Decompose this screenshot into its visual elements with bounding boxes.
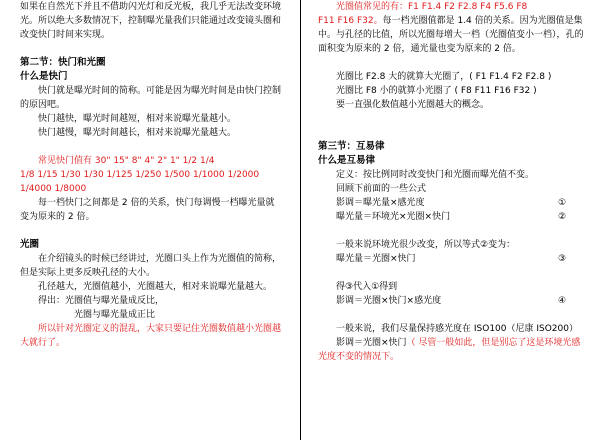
- column-divider: [300, 0, 301, 440]
- formula-4: [318, 294, 584, 308]
- aperture-title: 光圈: [20, 239, 40, 250]
- aperture-values-paragraph: [318, 14, 584, 56]
- conclusion-line-1: 得出：光圈值与曝光量成反比，: [38, 296, 165, 306]
- reciprocity-question: 什么是互易律: [318, 155, 376, 166]
- small-aperture-line: 光圈比 F8 小的就算小光圈了 ( F8 F11 F16 F32 ): [336, 86, 537, 96]
- shutter-values-line-3: 1/4000 1/8000: [20, 184, 87, 194]
- shutter-values-line-1: 常见快门值有 30" 15" 8" 4" 2" 1" 1/2 1/4: [38, 156, 215, 166]
- shutter-values-line-2: 1/8 1/15 1/30 1/30 1/125 1/250 1/500 1/1000 1/2000: [20, 170, 260, 180]
- substitute-line: 得③代入①得到: [336, 282, 398, 292]
- formula-3: [318, 252, 584, 266]
- formula-1-number: ①: [558, 198, 567, 208]
- iso-note: 一般来说，我们尽量保持感光度在 ISO100（尼康 ISO200）: [336, 324, 578, 334]
- big-aperture-line: 光圈比 F2.8 大的就算大光圈了，( F1 F1.4 F2 F2.8 ): [336, 72, 552, 82]
- formula-1: [318, 196, 584, 210]
- formula-2: [318, 210, 584, 224]
- formula-3-text: 曝光量＝光圈×快门: [336, 254, 416, 264]
- aperture-values-line-1: 光圈值常见的有：F1 F1.4 F2 F2.8 F4 F5.6 F8: [336, 2, 528, 12]
- aperture-values-explanation: 每一档光圈值都是 1.4 倍的关系。因为光圈值是集中。与孔径的比值，所以光圈每增大一档（光圈值变小一档），孔的面积变为原来的 2 倍，通光量也变为原来的 2 倍。: [318, 16, 584, 54]
- formula-3-number: ③: [558, 254, 567, 264]
- recall-line: 回顾下前面的一些公式: [336, 184, 427, 194]
- intro-paragraph: 如果在自然光下并且不借助闪光灯和反光板，我几乎无法改变环境光。所以绝大多数情况下，控制曝光量我们只能通过改变镜头圈和改变快门时间来实现。: [20, 2, 282, 40]
- right-column: [318, 0, 584, 364]
- emphasis-line: 要一直强化数值越小光圈越大的概念。: [336, 100, 490, 110]
- shutter-step-note: 每一档快门之间都是 2 倍的关系，快门每调慢一档曝光量就变为原来的 2 倍。: [20, 198, 275, 222]
- aperture-big-line: 孔径越大，光圈值越小，光圈越大，相对来说曝光量越大。: [38, 282, 273, 292]
- section-3-title: 第三节：互易律: [318, 141, 385, 152]
- final-red-note: （ 尽管一般如此，但是别忘了这是环境光感光度不变的情况下。: [318, 338, 581, 362]
- formula-2-number: ②: [558, 212, 567, 222]
- formula-4-text: 影调＝光圈×快门×感光度: [336, 296, 442, 306]
- formula-4-number: ④: [558, 296, 567, 306]
- aperture-intro: 在介绍镜头的时候已经讲过，光圈口头上作为光圈值的简称，但是实际上更多反映孔径的大小。: [20, 254, 282, 278]
- left-column: [20, 0, 282, 350]
- formula-2-text: 曝光量＝环境光×光圈×快门: [336, 212, 451, 222]
- aperture-values-line-2: F11 F16 F32。: [318, 16, 383, 26]
- section-2-title: 第二节：快门和光圈: [20, 57, 106, 68]
- final-formula-text: 影调＝光圈×快门: [336, 338, 407, 348]
- shutter-fast-line: 快门越快，曝光时间越短，相对来说曝光量越小。: [38, 114, 237, 124]
- aperture-red-note: 所以针对光圈定义的混乱，大家只要记住光圈数值越小光圈越大就行了。: [20, 324, 282, 348]
- shutter-slow-line: 快门越慢，曝光时间越长，相对来说曝光量越大。: [38, 128, 237, 138]
- conclusion-line-2: 光圈与曝光量成正比: [74, 310, 156, 320]
- shutter-definition: 快门就是曝光时间的简称。可能是因为曝光时间是由快门控制的原因吧。: [20, 86, 282, 110]
- shutter-question: 什么是快门: [20, 71, 68, 82]
- final-formula-paragraph: [318, 336, 584, 364]
- formula-1-text: 影调＝曝光量×感光度: [336, 198, 425, 208]
- general-note: 一般来说环境光很少改变，所以等式②变为：: [336, 240, 516, 250]
- reciprocity-definition: 定义：按比例同时改变快门和光圈而曝光值不变。: [336, 170, 535, 180]
